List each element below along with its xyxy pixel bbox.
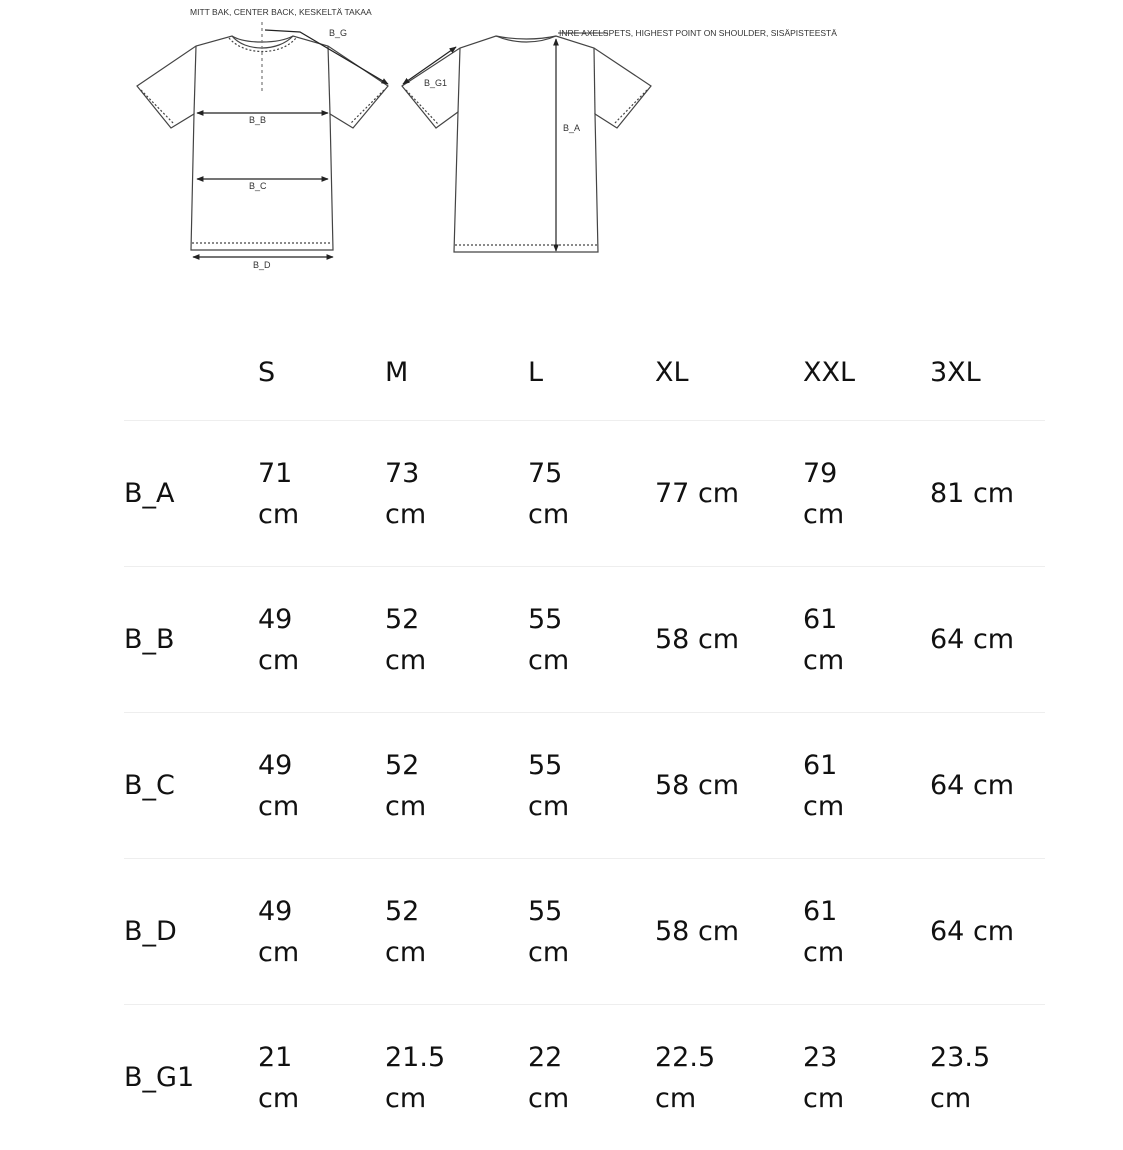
- column-header-l: L: [528, 356, 544, 388]
- table-row: [124, 713, 1045, 859]
- back-view-label: INRE AXELSPETS, HIGHEST POINT ON SHOULDER, SISÄPISTEESTÄ: [559, 28, 837, 38]
- table-cell: 52 cm: [385, 749, 427, 822]
- table-cell: 58 cm: [655, 916, 740, 947]
- table-cell: 23 cm: [803, 1041, 845, 1114]
- table-cell: 79 cm: [803, 457, 845, 530]
- row-label: B_B: [124, 624, 175, 655]
- table-cell: 71 cm: [258, 457, 300, 530]
- garment-measurement-diagram: [0, 0, 1123, 300]
- column-header-m: M: [385, 356, 409, 388]
- row-label: B_C: [124, 770, 175, 801]
- table-cell: 61 cm: [803, 749, 845, 822]
- table-cell: 22 cm: [528, 1041, 570, 1114]
- column-header-xl: XL: [655, 356, 689, 388]
- column-header-xxl: XXL: [803, 356, 856, 388]
- row-label: B_A: [124, 478, 175, 509]
- row-label: B_D: [124, 916, 177, 947]
- table-cell: 61 cm: [803, 895, 845, 968]
- column-header-s: S: [258, 356, 276, 388]
- table-row: [124, 421, 1045, 567]
- table-cell: 21.5 cm: [385, 1041, 446, 1114]
- measure-label-bc: B_C: [249, 181, 267, 191]
- measure-label-bb: B_B: [249, 115, 267, 125]
- column-header-3xl: 3XL: [930, 356, 981, 388]
- table-row: [124, 859, 1045, 1005]
- table-cell: 81 cm: [930, 478, 1015, 509]
- back-view-shirt: [402, 36, 651, 252]
- table-cell: 23.5 cm: [930, 1041, 991, 1114]
- table-cell: 52 cm: [385, 895, 427, 968]
- table-cell: 64 cm: [930, 770, 1015, 801]
- table-cell: 55 cm: [528, 895, 570, 968]
- measure-label-bg: B_G: [329, 28, 348, 38]
- table-cell: 22.5 cm: [655, 1041, 716, 1114]
- measure-label-bd: B_D: [253, 260, 271, 270]
- table-cell: 55 cm: [528, 749, 570, 822]
- table-cell: 21 cm: [258, 1041, 300, 1114]
- table-cell: 52 cm: [385, 603, 427, 676]
- table-row: [124, 1005, 1045, 1150]
- table-cell: 58 cm: [655, 624, 740, 655]
- table-cell: 49 cm: [258, 895, 300, 968]
- size-chart-table: [124, 324, 1045, 1150]
- table-cell: 61 cm: [803, 603, 845, 676]
- table-header-row: [124, 324, 1045, 421]
- table-cell: 73 cm: [385, 457, 427, 530]
- table-cell: 49 cm: [258, 749, 300, 822]
- measure-label-ba: B_A: [563, 123, 581, 133]
- front-view-label: MITT BAK, CENTER BACK, KESKELTÄ TAKAA: [190, 7, 372, 17]
- table-cell: 55 cm: [528, 603, 570, 676]
- front-view-arrows: [193, 30, 388, 257]
- front-view-shirt: [137, 22, 388, 250]
- table-cell: 77 cm: [655, 478, 740, 509]
- row-label: B_G1: [124, 1062, 195, 1093]
- table-row: [124, 567, 1045, 713]
- table-cell: 58 cm: [655, 770, 740, 801]
- table-cell: 49 cm: [258, 603, 300, 676]
- table-cell: 64 cm: [930, 916, 1015, 947]
- measure-label-bg1: B_G1: [424, 78, 448, 88]
- table-cell: 64 cm: [930, 624, 1015, 655]
- table-cell: 75 cm: [528, 457, 570, 530]
